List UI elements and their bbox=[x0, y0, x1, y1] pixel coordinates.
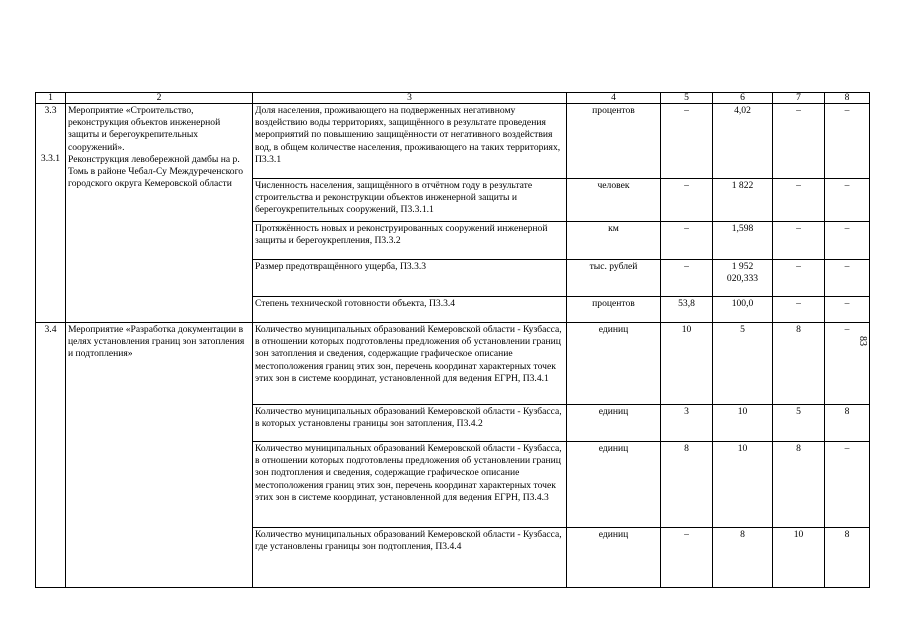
unit-cell: единиц bbox=[567, 323, 661, 405]
value-cell-7: – bbox=[773, 260, 825, 297]
value-cell-8: – bbox=[825, 323, 870, 405]
measure-name-cell bbox=[66, 323, 253, 588]
unit-cell: км bbox=[567, 222, 661, 260]
value-cell-7: 10 bbox=[773, 528, 825, 588]
unit-cell: процентов bbox=[567, 104, 661, 179]
indicator-cell: Размер предотвращённого ущерба, П3.3.3 bbox=[253, 260, 567, 297]
header-row bbox=[36, 93, 870, 104]
value-cell-7: – bbox=[773, 104, 825, 179]
value-cell-8: 8 bbox=[825, 528, 870, 588]
value-cell-8: – bbox=[825, 222, 870, 260]
value-cell-7: 5 bbox=[773, 405, 825, 442]
unit-cell: единиц bbox=[567, 442, 661, 528]
value-cell-6: 10 bbox=[713, 405, 773, 442]
value-cell-7: 8 bbox=[773, 323, 825, 405]
table-row bbox=[36, 323, 870, 405]
header-cell: 1 bbox=[36, 93, 66, 104]
value-cell-8: – bbox=[825, 260, 870, 297]
unit-cell: единиц bbox=[567, 405, 661, 442]
value-cell-6: 1 822 bbox=[713, 179, 773, 222]
measure-name-cell bbox=[66, 104, 253, 323]
indicators-table bbox=[35, 92, 870, 588]
indicator-cell: Количество муниципальных образований Кемеровской области - Кузбасса, где установлены границы зон подтопления, П3.4.4 bbox=[253, 528, 567, 588]
value-cell-5: 8 bbox=[661, 442, 713, 528]
value-cell-5: – bbox=[661, 104, 713, 179]
page-number: 83 bbox=[857, 336, 868, 346]
value-cell-6: 10 bbox=[713, 442, 773, 528]
value-cell-5: – bbox=[661, 528, 713, 588]
value-cell-6: 4,02 bbox=[713, 104, 773, 179]
value-cell-8: – bbox=[825, 179, 870, 222]
value-cell-7: 8 bbox=[773, 442, 825, 528]
measure-name: Мероприятие «Разработка документации в целях установления границ зон затопления и подтопления» bbox=[68, 324, 245, 360]
header-cell: 5 bbox=[661, 93, 713, 104]
value-cell-6: 100,0 bbox=[713, 297, 773, 323]
unit-cell: человек bbox=[567, 179, 661, 222]
section-number: 3.3.1 bbox=[40, 153, 61, 165]
indicator-cell: Протяжённость новых и реконструированных сооружений инженерной защиты и берегоукрепления, П3.3.2 bbox=[253, 222, 567, 260]
section-number-cell bbox=[36, 323, 66, 588]
value-cell-5: – bbox=[661, 179, 713, 222]
value-cell-6: 5 bbox=[713, 323, 773, 405]
indicator-cell: Степень технической готовности объекта, П3.3.4 bbox=[253, 297, 567, 323]
header-cell: 8 bbox=[825, 93, 870, 104]
indicator-cell: Количество муниципальных образований Кемеровской области - Кузбасса, в отношении которых подготовлены предложения об установлении границ зон подтопления и сведения, содержащие графическое описание местоположения границ этих зон, перечень координат характерных точек этих зон в системе координат, установленной для ведения ЕГРН, П3.4.3 bbox=[253, 442, 567, 528]
unit-cell: процентов bbox=[567, 297, 661, 323]
header-cell: 3 bbox=[253, 93, 567, 104]
value-cell-5: – bbox=[661, 222, 713, 260]
value-cell-6: 8 bbox=[713, 528, 773, 588]
indicator-cell: Количество муниципальных образований Кемеровской области - Кузбасса, в отношении которых подготовлены предложения об установлении границ зон затопления и сведения, содержащие графическое описание местоположения границ этих зон, перечень координат характерных точек этих зон в системе координат, установленной для ведения ЕГРН, П3.4.1 bbox=[253, 323, 567, 405]
section-number: 3.4 bbox=[44, 324, 57, 335]
header-cell: 7 bbox=[773, 93, 825, 104]
indicator-cell: Количество муниципальных образований Кемеровской области - Кузбасса, в которых установлены границы зон затопления, П3.4.2 bbox=[253, 405, 567, 442]
value-cell-7: – bbox=[773, 222, 825, 260]
table-body bbox=[36, 93, 870, 588]
value-cell-8: – bbox=[825, 104, 870, 179]
measure-name: Реконструкция левобережной дамбы на р. Томь в районе Чебал-Су Междуреченского городского округа Кемеровской области bbox=[68, 153, 244, 190]
value-cell-5: 3 bbox=[661, 405, 713, 442]
value-cell-8: – bbox=[825, 297, 870, 323]
unit-cell: тыс. рублей bbox=[567, 260, 661, 297]
header-cell: 6 bbox=[713, 93, 773, 104]
section-number: 3.3 bbox=[44, 105, 57, 116]
indicator-cell: Численность населения, защищённого в отчётном году в результате строительства и реконструкции объектов инженерной защиты и берегоукрепительных сооружений, П3.3.1.1 bbox=[253, 179, 567, 222]
value-cell-5: 53,8 bbox=[661, 297, 713, 323]
header-cell: 4 bbox=[567, 93, 661, 104]
unit-cell: единиц bbox=[567, 528, 661, 588]
value-cell-5: 10 bbox=[661, 323, 713, 405]
value-cell-7: – bbox=[773, 179, 825, 222]
value-cell-5: – bbox=[661, 260, 713, 297]
indicator-cell: Доля населения, проживающего на подверженных негативному воздействию воды территориях, защищённого в результате проведения мероприятий по повышению защищённости от негативного воздействия вод, в общем количестве населения, проживающего на таких территориях, П3.3.1 bbox=[253, 104, 567, 179]
value-cell-6: 1,598 bbox=[713, 222, 773, 260]
value-cell-6: 1 952 020,333 bbox=[713, 260, 773, 297]
value-cell-7: – bbox=[773, 297, 825, 323]
value-cell-8: – bbox=[825, 442, 870, 528]
measure-name: Мероприятие «Строительство, реконструкция объектов инженерной защиты и берегоукрепительных сооружений». bbox=[68, 105, 221, 153]
section-number-cell bbox=[36, 104, 66, 323]
header-cell: 2 bbox=[66, 93, 253, 104]
table-row bbox=[36, 104, 870, 179]
value-cell-8: 8 bbox=[825, 405, 870, 442]
